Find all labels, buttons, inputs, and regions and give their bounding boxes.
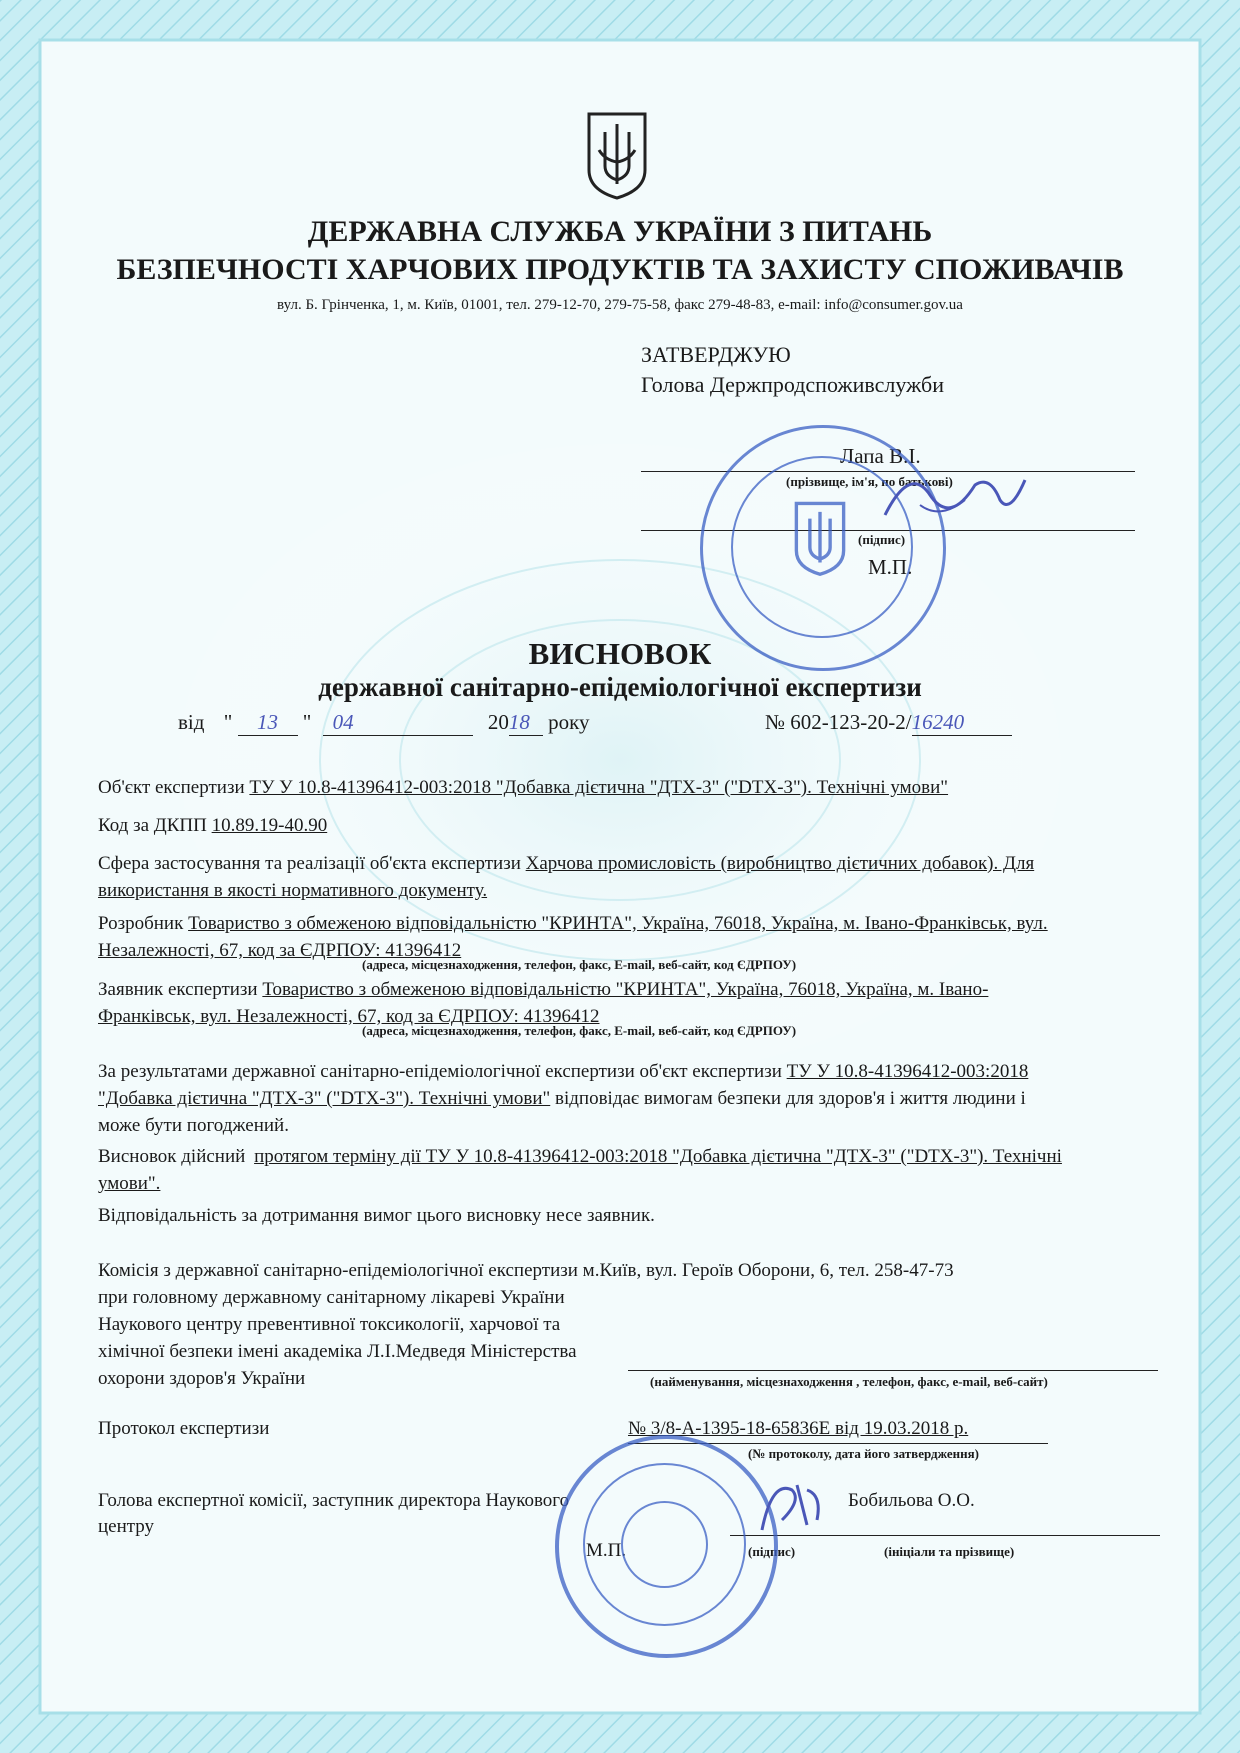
dkpp-label: Код за ДКПП <box>98 815 207 836</box>
date-day: 13 <box>238 710 298 736</box>
result-text-3: може бути погоджений. <box>98 1115 289 1136</box>
date-prefix: від <box>178 710 205 734</box>
head-name: Бобильова О.О. <box>848 1490 975 1511</box>
dkpp-value: 10.89.19-40.90 <box>211 815 328 836</box>
commission-line3: Наукового центру превентивної токсикології, харчової та <box>98 1314 561 1335</box>
date-year-suffix: 18 <box>509 710 543 736</box>
approver-sign-caption: (підпис) <box>858 532 906 547</box>
result-paragraph <box>98 1058 1028 1139</box>
commission-paragraph <box>98 1257 954 1392</box>
commission-line5: охорони здоров'я України <box>98 1368 306 1389</box>
conclusion-number <box>765 710 1012 736</box>
date-month: 04 <box>323 710 473 736</box>
validity-value-line1: протягом терміну дії ТУ У 10.8-41396412-003:2018 "Добавка дієтична "ДТХ-3" ("DTX-3"). Технічні <box>254 1146 1062 1167</box>
official-seal-bottom <box>555 1435 778 1658</box>
date-year-word: року <box>548 710 590 734</box>
validity-label: Висновок дійсний <box>98 1146 246 1167</box>
commission-line1: Комісія з державної санітарно-епідеміологічної експертизи м.Київ, вул. Героїв Оборони, 6, тел. 258-47-73 <box>98 1260 954 1281</box>
commission-line4: хімічної безпеки імені академіка Л.І.Медведя Міністерства <box>98 1341 577 1362</box>
applicant-caption: (адреса, місцезнаходження, телефон, факс, E-mail, веб-сайт, код ЄДРПОУ) <box>362 1023 797 1038</box>
protocol-label: Протокол експертизи <box>98 1418 270 1439</box>
date-year-prefix: 20 <box>487 710 509 734</box>
dkpp-row <box>98 812 327 839</box>
approver-name-caption: (прізвище, ім'я, по батькові) <box>786 474 953 489</box>
head-seal-mark: М.П. <box>586 1540 627 1561</box>
developer-label: Розробник <box>98 913 184 934</box>
approve-label: ЗАТВЕРДЖУЮ <box>641 342 791 367</box>
scope-label: Сфера застосування та реалізації об'єкта експертизи <box>98 853 521 874</box>
developer-value-line2: Незалежності, 67, код за ЄДРПОУ: 41396412 <box>98 940 462 961</box>
responsibility-text: Відповідальність за дотримання вимог цього висновку несе заявник. <box>98 1205 655 1226</box>
developer-caption: (адреса, місцезнаходження, телефон, факс, E-mail, веб-сайт, код ЄДРПОУ) <box>362 957 797 972</box>
commission-line <box>628 1370 1158 1371</box>
applicant-value-line2: Франківськ, вул. Незалежності, 67, код за ЄДРПОУ: 41396412 <box>98 1006 600 1027</box>
head-signature-icon <box>752 1470 832 1540</box>
result-object-line2: "Добавка дієтична "ДТХ-3" ("DTX-3"). Технічні умови" <box>98 1088 551 1109</box>
approver-signature-icon <box>880 455 1030 535</box>
approver-position: Голова Держпродспоживслужби <box>641 372 944 397</box>
scope-value-line2: використання в якості нормативного документу. <box>98 880 488 901</box>
protocol-value: № 3/8-А-1395-18-65836Е від 19.03.2018 р. <box>628 1418 969 1439</box>
head-name-caption: (ініціали та прізвище) <box>884 1544 1015 1559</box>
commission-caption: (найменування, місцезнаходження , телефон, факс, e-mail, веб-сайт) <box>650 1374 1048 1389</box>
applicant-value-line1: Товариство з обмеженою відповідальністю "КРИНТА", Україна, 76018, Україна, м. Івано- <box>262 979 989 1000</box>
head-sign-caption: (підпис) <box>748 1544 796 1559</box>
object-value: ТУ У 10.8-41396412-003:2018 "Добавка дієтична "ДТХ-3" ("DTX-3"). Технічні умови" <box>249 777 949 798</box>
scope-row <box>98 850 1034 904</box>
agency-title-line1: ДЕРЖАВНА СЛУЖБА УКРАЇНИ З ПИТАНЬ <box>307 215 933 248</box>
coat-of-arms-icon <box>585 110 649 200</box>
result-object-line1: ТУ У 10.8-41396412-003:2018 <box>786 1061 1029 1082</box>
document-title: ВИСНОВОК <box>528 636 712 671</box>
document-subtitle: державної санітарно-епідеміологічної експертизи <box>318 672 922 702</box>
agency-title-line2: БЕЗПЕЧНОСТІ ХАРЧОВИХ ПРОДУКТІВ ТА ЗАХИСТУ СПОЖИВАЧІВ <box>116 253 1124 286</box>
developer-row <box>98 910 1048 964</box>
date-quote-close: " <box>302 710 312 734</box>
approver-name: Лапа В.І. <box>840 444 921 468</box>
head-label-line2: центру <box>98 1516 155 1537</box>
date-quote-open: " <box>223 710 233 734</box>
applicant-label: Заявник експертизи <box>98 979 258 1000</box>
result-text-2: відповідає вимогам безпеки для здоров'я і життя людини і <box>555 1088 1026 1109</box>
validity-paragraph <box>98 1143 1062 1197</box>
agency-contacts: вул. Б. Грінченка, 1, м. Київ, 01001, тел. 279-12-70, 279-75-58, факс 279-48-83, e-mail: info@consumer.gov.ua <box>277 297 963 313</box>
protocol-caption: (№ протоколу, дата його затвердження) <box>748 1446 979 1461</box>
result-text-1: За результатами державної санітарно-епідеміологічної експертизи об'єкт експертизи <box>98 1061 782 1082</box>
commission-line2: при головному державному санітарному лікареві України <box>98 1287 565 1308</box>
number-prefix: № 602-123-20-2/ <box>765 710 912 734</box>
object-row <box>98 774 948 801</box>
number-handwritten: 16240 <box>912 710 1012 736</box>
validity-value-line2: умови". <box>98 1173 161 1194</box>
head-label-line1: Голова експертної комісії, заступник директора Наукового <box>98 1490 570 1511</box>
date-row <box>178 710 590 736</box>
scope-value-line1: Харчова промисловість (виробництво дієтичних добавок). Для <box>525 853 1035 874</box>
developer-value-line1: Товариство з обмеженою відповідальністю "КРИНТА", Україна, 76018, Україна, м. Івано-Франківськ, вул. <box>188 913 1048 934</box>
applicant-row <box>98 976 988 1030</box>
object-label: Об'єкт експертизи <box>98 777 245 798</box>
approver-seal-mark: М.П. <box>868 555 913 579</box>
